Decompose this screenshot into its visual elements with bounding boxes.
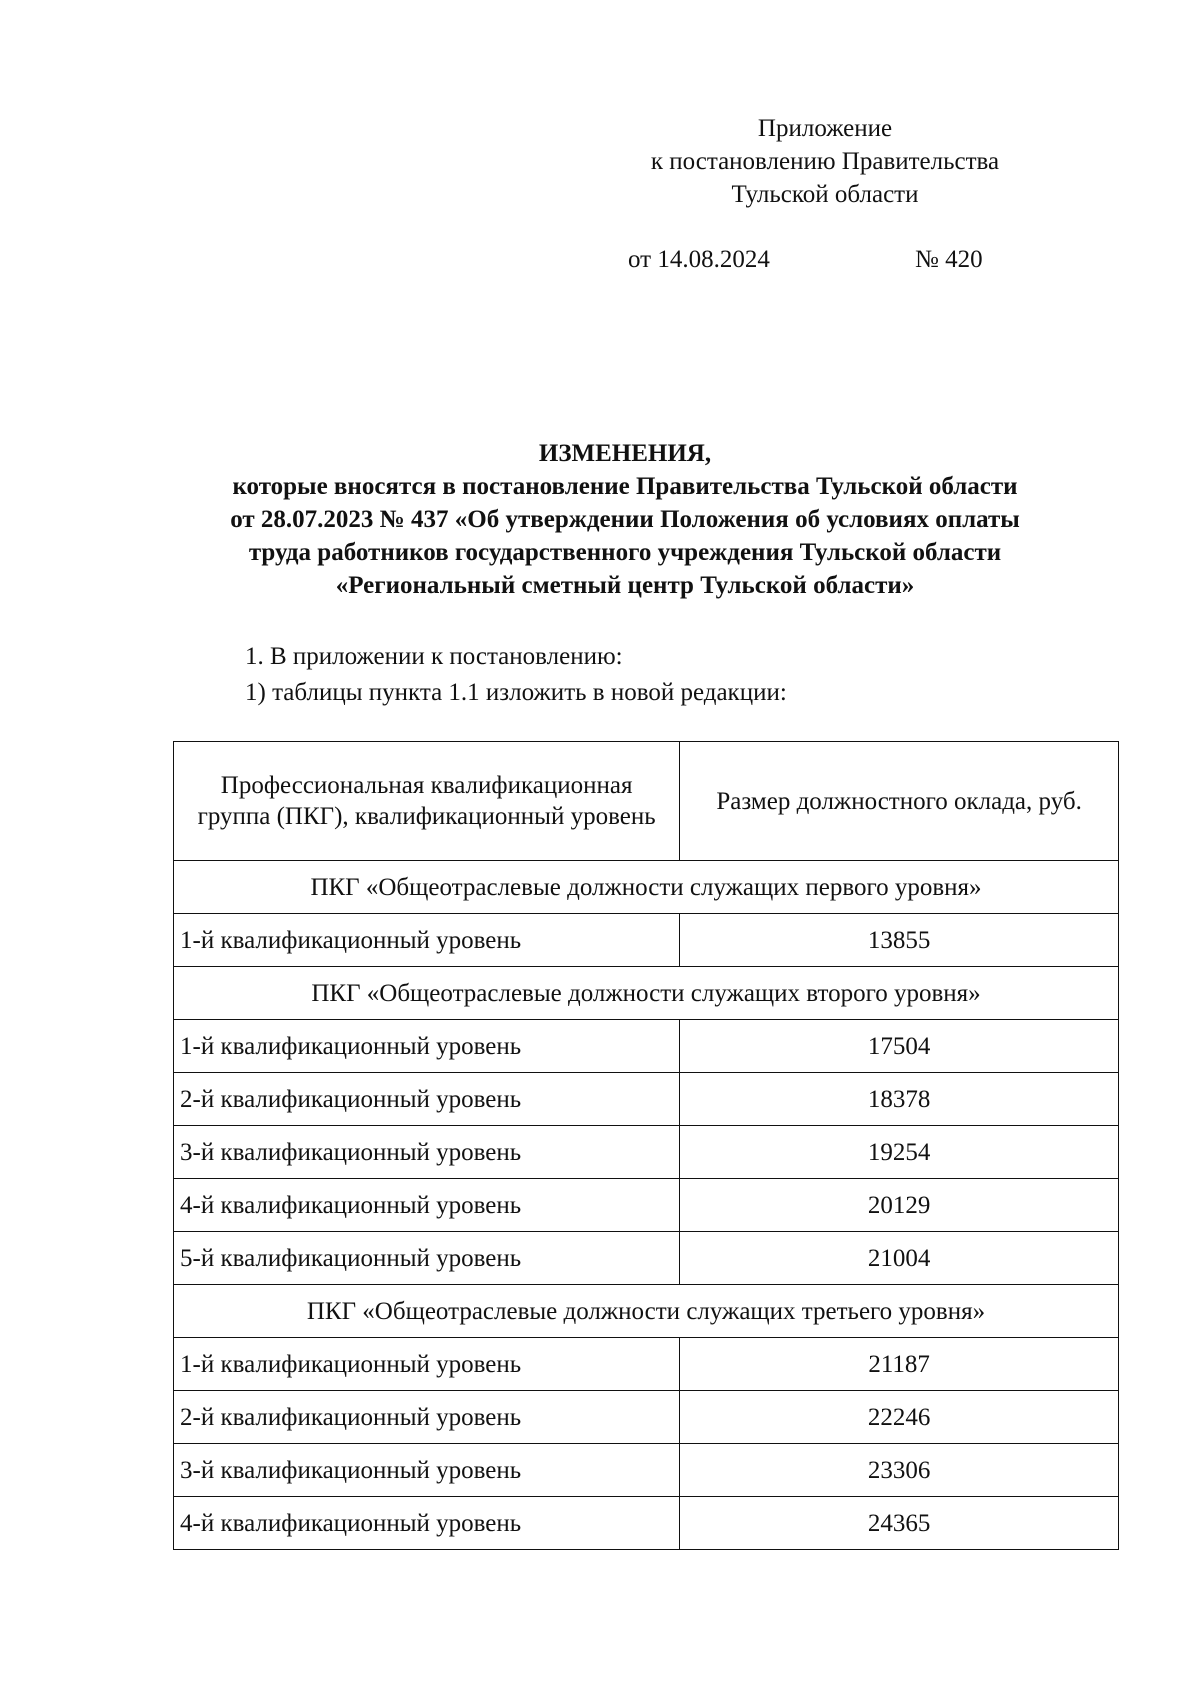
salary-cell: 17504 [680,1020,1119,1073]
document-title [150,437,1100,602]
table-row [174,1073,1119,1126]
decree-number: № 420 [915,246,983,273]
table-row [174,1020,1119,1073]
table-group-row [174,861,1119,914]
level-cell: 4-й квалификационный уровень [174,1497,680,1550]
appendix-line: Тульской области [731,181,919,208]
table-header-row [174,742,1119,861]
title-line: от 28.07.2023 № 437 «Об утверждении Положения об условиях оплаты [230,506,1020,533]
body-paragraph: 1) таблицы пункта 1.1 изложить в новой редакции: [245,679,787,706]
level-cell: 3-й квалификационный уровень [174,1444,680,1497]
salary-cell: 23306 [680,1444,1119,1497]
level-cell: 2-й квалификационный уровень [174,1073,680,1126]
title-line: которые вносятся в постановление Правительства Тульской области [232,473,1018,500]
salary-cell: 24365 [680,1497,1119,1550]
level-cell: 1-й квалификационный уровень [174,1338,680,1391]
table-row [174,1179,1119,1232]
header-cell-group: Профессиональная квалификационная группа (ПКГ), квалификационный уровень [174,742,680,861]
salary-cell: 22246 [680,1391,1119,1444]
title-line: ИЗМЕНЕНИЯ, [538,440,712,467]
title-line: «Региональный сметный центр Тульской области» [335,572,915,599]
body-paragraph: 1. В приложении к постановлению: [245,643,623,670]
level-cell: 1-й квалификационный уровень [174,914,680,967]
level-cell: 1-й квалификационный уровень [174,1020,680,1073]
salary-cell: 20129 [680,1179,1119,1232]
level-cell: 3-й квалификационный уровень [174,1126,680,1179]
appendix-line: Приложение [757,115,893,142]
decree-date: от 14.08.2024 [628,246,770,273]
table-row [174,1338,1119,1391]
group-title: ПКГ «Общеотраслевые должности служащих второго уровня» [174,967,1119,1020]
table-row [174,1126,1119,1179]
level-cell: 4-й квалификационный уровень [174,1179,680,1232]
header-cell-salary: Размер должностного оклада, руб. [680,742,1119,861]
salary-cell: 13855 [680,914,1119,967]
salary-cell: 21004 [680,1232,1119,1285]
level-cell: 2-й квалификационный уровень [174,1391,680,1444]
table-row [174,1444,1119,1497]
table-row [174,914,1119,967]
group-title: ПКГ «Общеотраслевые должности служащих первого уровня» [174,861,1119,914]
salary-cell: 18378 [680,1073,1119,1126]
salary-cell: 19254 [680,1126,1119,1179]
salary-table [173,741,1119,1550]
salary-cell: 21187 [680,1338,1119,1391]
appendix-header [600,112,1050,211]
appendix-line: к постановлению Правительства [650,148,1000,175]
table-group-row [174,1285,1119,1338]
table-row [174,1232,1119,1285]
table-group-row [174,967,1119,1020]
level-cell: 5-й квалификационный уровень [174,1232,680,1285]
table-row [174,1391,1119,1444]
group-title: ПКГ «Общеотраслевые должности служащих третьего уровня» [174,1285,1119,1338]
table-row [174,1497,1119,1550]
title-line: труда работников государственного учреждения Тульской области [248,539,1002,566]
